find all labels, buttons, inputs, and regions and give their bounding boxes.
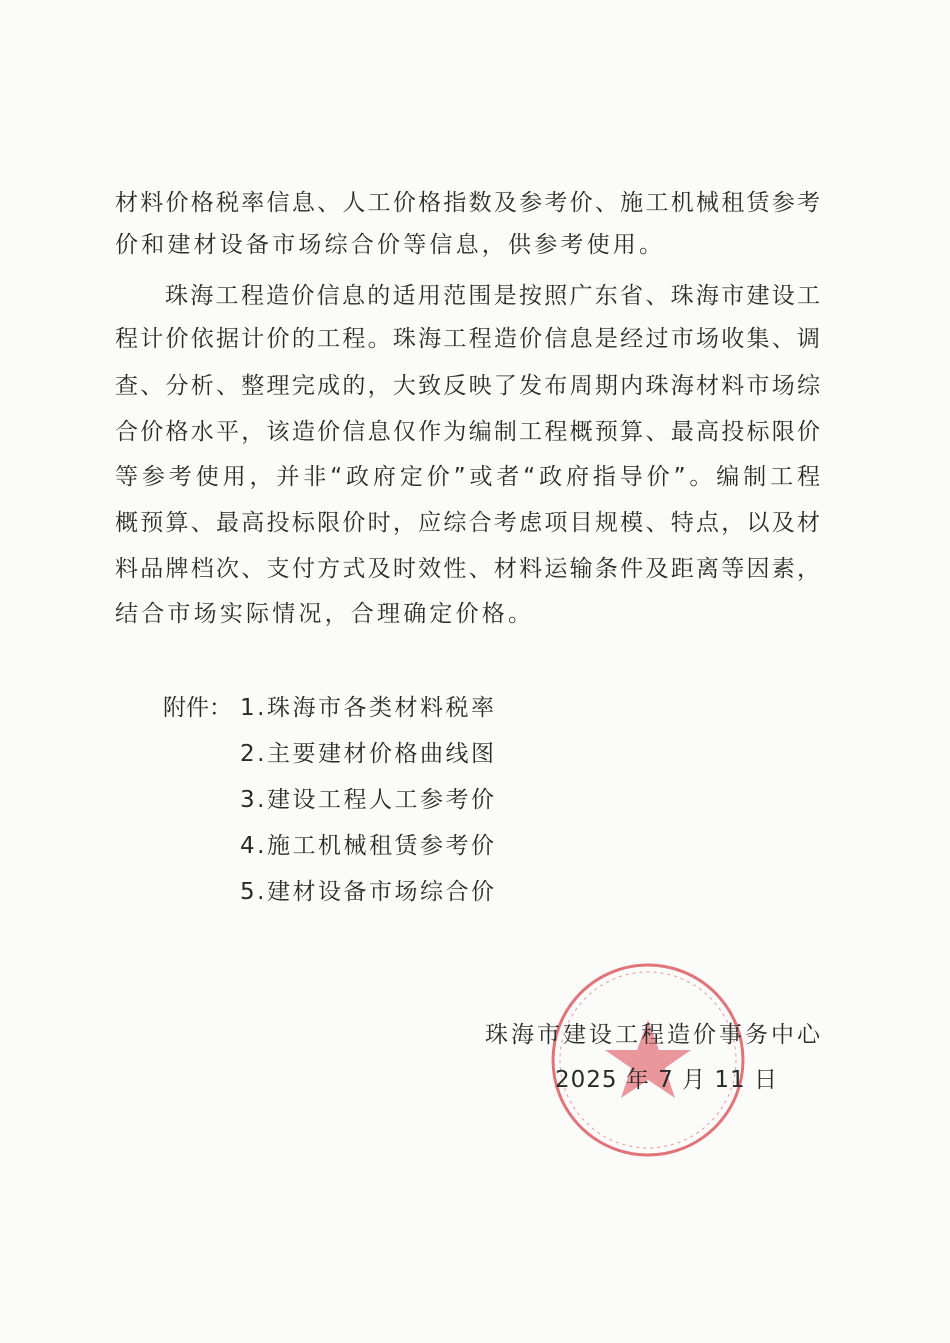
- attachment-item: 2.主要建材价格曲线图: [240, 741, 497, 767]
- paragraph-line: 材料价格税率信息、人工价格指数及参考价、施工机械租赁参考: [115, 190, 820, 216]
- paragraph-line: 珠海工程造价信息的适用范围是按照广东省、珠海市建设工: [165, 283, 820, 309]
- issuing-organization: 珠海市建设工程造价事务中心: [485, 1022, 823, 1048]
- paragraph-line: 程计价依据计价的工程。珠海工程造价信息是经过市场收集、调: [115, 326, 820, 352]
- paragraph-line: 结合市场实际情况，合理确定价格。: [115, 601, 535, 627]
- paragraph-line: 料品牌档次、支付方式及时效性、材料运输条件及距离等因素，: [115, 556, 820, 582]
- paragraph-line: 价和建材设备市场综合价等信息，供参考使用。: [115, 232, 666, 258]
- paragraph-line: 等参考使用，并非“政府定价”或者“政府指导价”。编制工程: [115, 464, 820, 490]
- attachment-item: 1.珠海市各类材料税率: [240, 695, 497, 721]
- official-seal: [548, 962, 748, 1158]
- paragraph-line: 合价格水平，该造价信息仅作为编制工程概预算、最高投标限价: [115, 419, 820, 445]
- paragraph-line: 查、分析、整理完成的，大致反映了发布周期内珠海材料市场综: [115, 373, 820, 399]
- attachment-item: 5.建材设备市场综合价: [240, 879, 497, 905]
- paragraph-line: 概预算、最高投标限价时，应综合考虑项目规模、特点，以及材: [115, 510, 820, 536]
- attachment-item: 3.建设工程人工参考价: [240, 787, 497, 813]
- issue-date: 2025 年 7 月 11 日: [555, 1067, 778, 1093]
- attachment-item: 4.施工机械租赁参考价: [240, 833, 497, 859]
- attachments-label: 附件：: [163, 695, 232, 721]
